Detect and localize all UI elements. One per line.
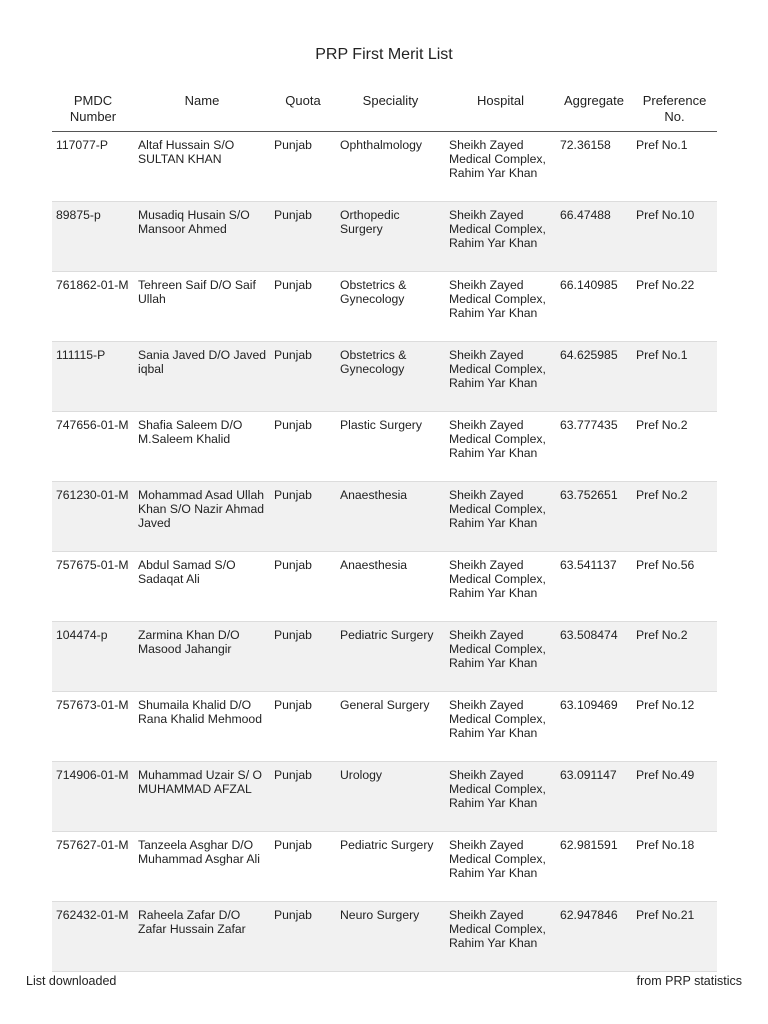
page-title: PRP First Merit List [315, 46, 453, 63]
cell-pmdc-number: 714906-01-M [52, 762, 134, 832]
cell-hospital: Sheikh Zayed Medical Complex, Rahim Yar Khan [445, 902, 556, 972]
table-row [52, 622, 717, 692]
table-row [52, 342, 717, 412]
cell-hospital: Sheikh Zayed Medical Complex, Rahim Yar Khan [445, 762, 556, 832]
cell-speciality: General Surgery [336, 692, 445, 762]
cell-aggregate: 66.47488 [556, 202, 632, 272]
merit-list-table [52, 90, 717, 972]
cell-speciality: Obstetrics & Gynecology [336, 272, 445, 342]
cell-aggregate: 63.752651 [556, 482, 632, 552]
header-name: Name [134, 90, 270, 132]
cell-preference-no: Pref No.21 [632, 902, 717, 972]
cell-preference-no: Pref No.49 [632, 762, 717, 832]
cell-quota: Punjab [270, 902, 336, 972]
cell-pmdc-number: 747656-01-M [52, 412, 134, 482]
header-speciality: Speciality [336, 90, 445, 132]
cell-preference-no: Pref No.2 [632, 412, 717, 482]
cell-name: Muhammad Uzair S/ O MUHAMMAD AFZAL [134, 762, 270, 832]
cell-name: Abdul Samad S/O Sadaqat Ali [134, 552, 270, 622]
cell-hospital: Sheikh Zayed Medical Complex, Rahim Yar Khan [445, 832, 556, 902]
cell-preference-no: Pref No.12 [632, 692, 717, 762]
cell-hospital: Sheikh Zayed Medical Complex, Rahim Yar Khan [445, 412, 556, 482]
cell-name: Zarmina Khan D/O Masood Jahangir [134, 622, 270, 692]
table-row [52, 902, 717, 972]
cell-name: Musadiq Husain S/O Mansoor Ahmed [134, 202, 270, 272]
table-row [52, 202, 717, 272]
cell-pmdc-number: 762432-01-M [52, 902, 134, 972]
cell-quota: Punjab [270, 132, 336, 202]
cell-quota: Punjab [270, 272, 336, 342]
cell-speciality: Plastic Surgery [336, 412, 445, 482]
cell-name: Raheela Zafar D/O Zafar Hussain Zafar [134, 902, 270, 972]
cell-pmdc-number: 757627-01-M [52, 832, 134, 902]
table-header-row [52, 90, 717, 132]
cell-aggregate: 63.777435 [556, 412, 632, 482]
cell-name: Shumaila Khalid D/O Rana Khalid Mehmood [134, 692, 270, 762]
cell-preference-no: Pref No.1 [632, 132, 717, 202]
cell-pmdc-number: 757673-01-M [52, 692, 134, 762]
cell-hospital: Sheikh Zayed Medical Complex, Rahim Yar Khan [445, 132, 556, 202]
cell-hospital: Sheikh Zayed Medical Complex, Rahim Yar Khan [445, 482, 556, 552]
cell-speciality: Anaesthesia [336, 482, 445, 552]
cell-aggregate: 62.947846 [556, 902, 632, 972]
footer-right-text: from PRP statistics [636, 974, 742, 988]
cell-preference-no: Pref No.2 [632, 622, 717, 692]
cell-aggregate: 66.140985 [556, 272, 632, 342]
cell-quota: Punjab [270, 622, 336, 692]
header-pmdc-number: PMDC Number [52, 90, 134, 132]
cell-preference-no: Pref No.56 [632, 552, 717, 622]
cell-aggregate: 72.36158 [556, 132, 632, 202]
table-row [52, 412, 717, 482]
cell-preference-no: Pref No.1 [632, 342, 717, 412]
cell-aggregate: 63.541137 [556, 552, 632, 622]
cell-preference-no: Pref No.10 [632, 202, 717, 272]
table-row [52, 272, 717, 342]
cell-speciality: Anaesthesia [336, 552, 445, 622]
footer-left-text: List downloaded [26, 974, 117, 988]
cell-quota: Punjab [270, 832, 336, 902]
header-quota: Quota [270, 90, 336, 132]
cell-hospital: Sheikh Zayed Medical Complex, Rahim Yar Khan [445, 622, 556, 692]
header-hospital: Hospital [445, 90, 556, 132]
header-preference-no: Preference No. [632, 90, 717, 132]
cell-hospital: Sheikh Zayed Medical Complex, Rahim Yar Khan [445, 342, 556, 412]
cell-pmdc-number: 111115-P [52, 342, 134, 412]
cell-pmdc-number: 761230-01-M [52, 482, 134, 552]
cell-pmdc-number: 89875-p [52, 202, 134, 272]
cell-pmdc-number: 117077-P [52, 132, 134, 202]
cell-speciality: Pediatric Surgery [336, 832, 445, 902]
cell-quota: Punjab [270, 412, 336, 482]
cell-hospital: Sheikh Zayed Medical Complex, Rahim Yar Khan [445, 272, 556, 342]
cell-speciality: Pediatric Surgery [336, 622, 445, 692]
table-row [52, 482, 717, 552]
cell-hospital: Sheikh Zayed Medical Complex, Rahim Yar Khan [445, 202, 556, 272]
cell-aggregate: 63.508474 [556, 622, 632, 692]
cell-pmdc-number: 761862-01-M [52, 272, 134, 342]
cell-speciality: Ophthalmology [336, 132, 445, 202]
cell-name: Tanzeela Asghar D/O Muhammad Asghar Ali [134, 832, 270, 902]
cell-name: Mohammad Asad Ullah Khan S/O Nazir Ahmad Javed [134, 482, 270, 552]
cell-preference-no: Pref No.2 [632, 482, 717, 552]
cell-hospital: Sheikh Zayed Medical Complex, Rahim Yar Khan [445, 692, 556, 762]
cell-preference-no: Pref No.22 [632, 272, 717, 342]
cell-quota: Punjab [270, 342, 336, 412]
table-row [52, 552, 717, 622]
cell-name: Sania Javed D/O Javed iqbal [134, 342, 270, 412]
table-row [52, 132, 717, 202]
cell-quota: Punjab [270, 202, 336, 272]
table-row [52, 762, 717, 832]
cell-speciality: Obstetrics & Gynecology [336, 342, 445, 412]
cell-quota: Punjab [270, 482, 336, 552]
cell-quota: Punjab [270, 552, 336, 622]
cell-hospital: Sheikh Zayed Medical Complex, Rahim Yar Khan [445, 552, 556, 622]
cell-quota: Punjab [270, 762, 336, 832]
cell-quota: Punjab [270, 692, 336, 762]
header-aggregate: Aggregate [556, 90, 632, 132]
cell-name: Tehreen Saif D/O Saif Ullah [134, 272, 270, 342]
cell-speciality: Urology [336, 762, 445, 832]
cell-name: Altaf Hussain S/O SULTAN KHAN [134, 132, 270, 202]
cell-pmdc-number: 104474-p [52, 622, 134, 692]
cell-aggregate: 62.981591 [556, 832, 632, 902]
cell-preference-no: Pref No.18 [632, 832, 717, 902]
cell-speciality: Neuro Surgery [336, 902, 445, 972]
cell-aggregate: 63.109469 [556, 692, 632, 762]
table-row [52, 692, 717, 762]
cell-aggregate: 63.091147 [556, 762, 632, 832]
cell-speciality: Orthopedic Surgery [336, 202, 445, 272]
table-row [52, 832, 717, 902]
cell-aggregate: 64.625985 [556, 342, 632, 412]
cell-pmdc-number: 757675-01-M [52, 552, 134, 622]
cell-name: Shafia Saleem D/O M.Saleem Khalid [134, 412, 270, 482]
